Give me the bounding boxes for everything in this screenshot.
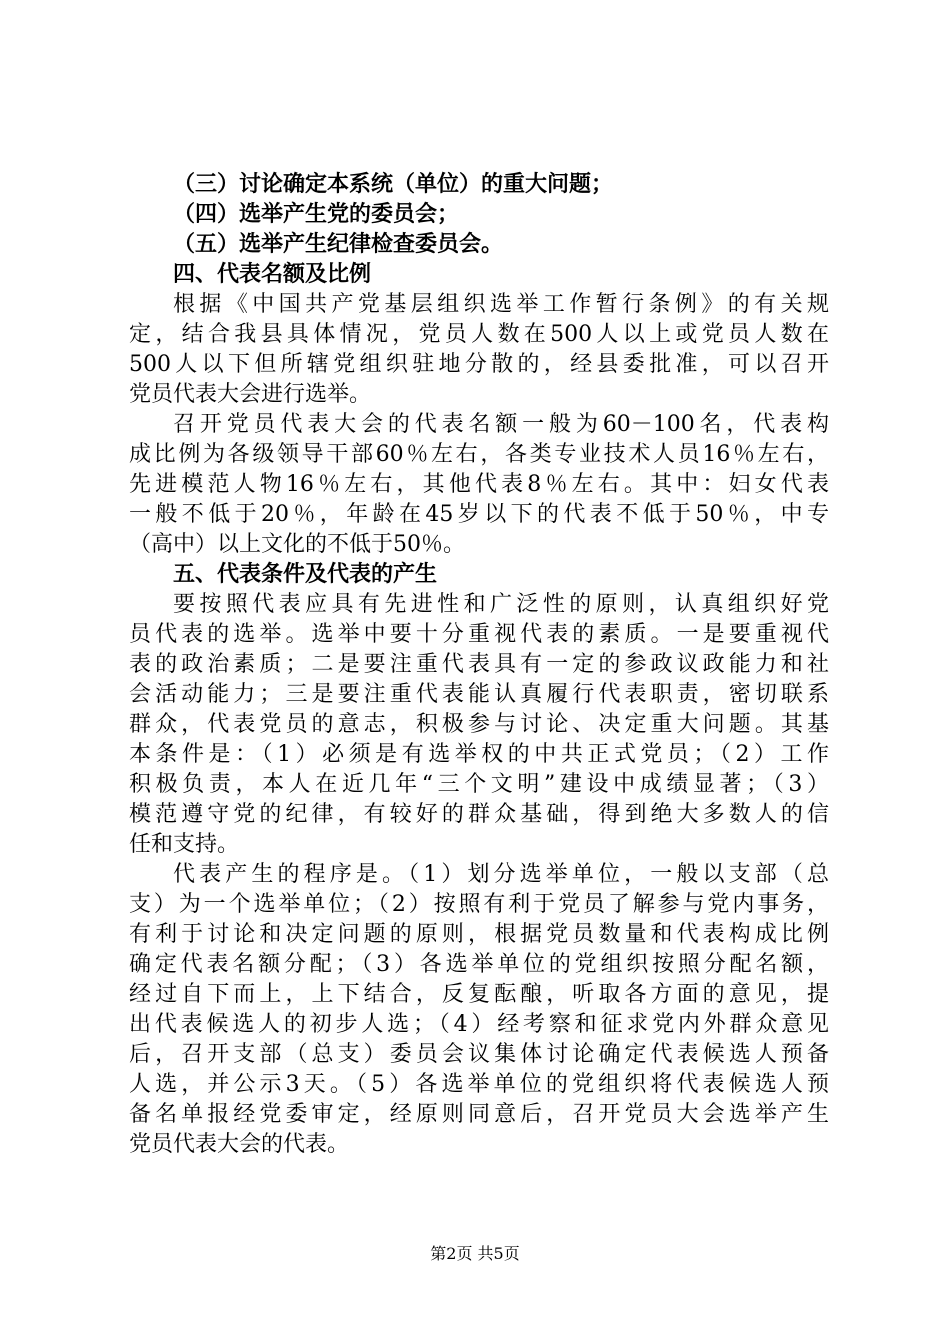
paragraph-line: 500人以下但所辖党组织驻地分散的，经县委批准，可以召开 [129,352,829,377]
list-item: （四）选举产生党的委员会； [173,202,460,227]
paragraph-line: 党员代表大会的代表。 [129,1132,350,1157]
paragraph-line: 确定代表名额分配；（3）各选举单位的党组织按照分配名额， [129,952,829,977]
paragraph-line: 召开党员代表大会的代表名额一般为60－100名，代表构 [173,412,829,437]
paragraph-line: 有利于讨论和决定问题的原则，根据党员数量和代表构成比例 [129,922,829,947]
paragraph-line: 任和支持。 [129,832,240,857]
paragraph-line: 员代表的选举。选举中要十分重视代表的素质。一是要重视代 [129,622,829,647]
paragraph-line: 定，结合我县具体情况，党员人数在500人以上或党员人数在 [129,322,829,347]
paragraph-line: 先进模范人物16％左右，其他代表8％左右。其中：妇女代表 [129,472,829,497]
paragraph-line: 党员代表大会进行选举。 [129,382,372,407]
paragraph-line: 模范遵守党的纪律，有较好的群众基础，得到绝大多数人的信 [129,802,829,827]
paragraph-line: 后，召开支部（总支）委员会议集体讨论确定代表候选人预备 [129,1042,829,1067]
paragraph-line: 积极负责，本人在近几年“三个文明”建设中成绩显著；（3） [129,772,829,797]
paragraph-line: （高中）以上文化的不低于50％。 [129,532,465,557]
paragraph-line: 根据《中国共产党基层组织选举工作暂行条例》的有关规 [173,292,829,317]
paragraph-line: 支）为一个选举单位；（2）按照有利于党员了解参与党内事务， [129,892,829,917]
list-item: （三）讨论确定本系统（单位）的重大问题； [173,172,614,197]
paragraph-line: 经过自下而上，上下结合，反复酝酿，听取各方面的意见，提 [129,982,829,1007]
paragraph-line: 群众，代表党员的意志，积极参与讨论、决定重大问题。其基 [129,712,829,737]
paragraph-line: 要按照代表应具有先进性和广泛性的原则，认真组织好党 [173,592,829,617]
document-body [129,170,829,1160]
paragraph-line: 出代表候选人的初步人选；（4）经考察和征求党内外群众意见 [129,1012,829,1037]
page-number: 第2页 共5页 [430,1244,520,1263]
paragraph-line: 本条件是：（1）必须是有选举权的中共正式党员；（2）工作 [129,742,829,767]
paragraph-line: 代表产生的程序是。（1）划分选举单位，一般以支部（总 [173,862,829,887]
paragraph-line: 表的政治素质；二是要注重代表具有一定的参政议政能力和社 [129,652,829,677]
paragraph-line: 备名单报经党委审定，经原则同意后，召开党员大会选举产生 [129,1102,829,1127]
paragraph-line: 人选，并公示3天。（5）各选举单位的党组织将代表候选人预 [129,1072,829,1097]
section-heading: 五、代表条件及代表的产生 [173,562,438,587]
paragraph-line: 一般不低于20％，年龄在45岁以下的代表不低于50％，中专 [129,502,829,527]
section-heading: 四、代表名额及比例 [173,262,372,287]
list-item: （五）选举产生纪律检查委员会。 [173,232,504,257]
paragraph-line: 会活动能力；三是要注重代表能认真履行代表职责，密切联系 [129,682,829,707]
paragraph-line: 成比例为各级领导干部60％左右，各类专业技术人员16％左右， [129,442,829,467]
